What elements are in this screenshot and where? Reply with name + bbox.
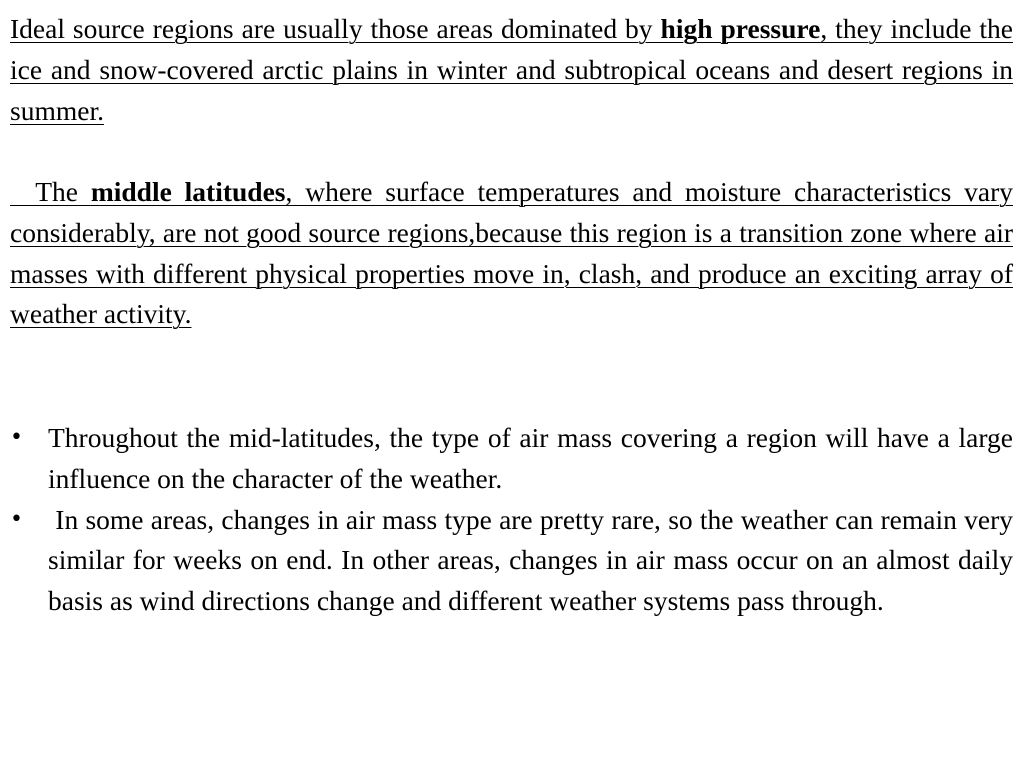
bullet-list [10, 418, 1020, 622]
highlight-middle-latitudes: middle latitudes [90, 176, 286, 207]
paragraph-middle-latitudes-lead: The [10, 176, 91, 207]
paragraph-middle-latitudes [10, 172, 1013, 335]
bullet-marker: • [10, 506, 23, 532]
bullet-marker: • [10, 425, 23, 450]
paragraph-source-regions-text-end: , they include the ice and snow-covered arctic plains in winter and subtropical oceans and desert regions in summer. [10, 13, 1013, 126]
paragraph-middle-latitudes-text: , where surface temperatures and moisture characteristics vary considerably, are not good source regions,because this region is a transition zone where air masses with different physical properties move in, clash, and produce an exciting array of weather activity. [10, 176, 1014, 330]
paragraph-source-regions-text: Ideal source regions are usually those areas dominated by [10, 13, 661, 44]
bullet-text: In some areas, changes in air mass type are pretty rare, so the weather can remain very similar for weeks on end. In other areas, changes in air mass occur on an almost daily basis as wind directions change and different weather systems pass through. [48, 503, 1020, 617]
paragraph-source-regions [10, 9, 1013, 131]
bullet-item [10, 500, 1020, 622]
bullet-text: Throughout the mid-latitudes, the type of air mass covering a region will have a large influence on the character of the weather. [48, 422, 1013, 494]
highlight-high-pressure: high pressure [660, 13, 821, 44]
bullet-item [10, 418, 1013, 500]
